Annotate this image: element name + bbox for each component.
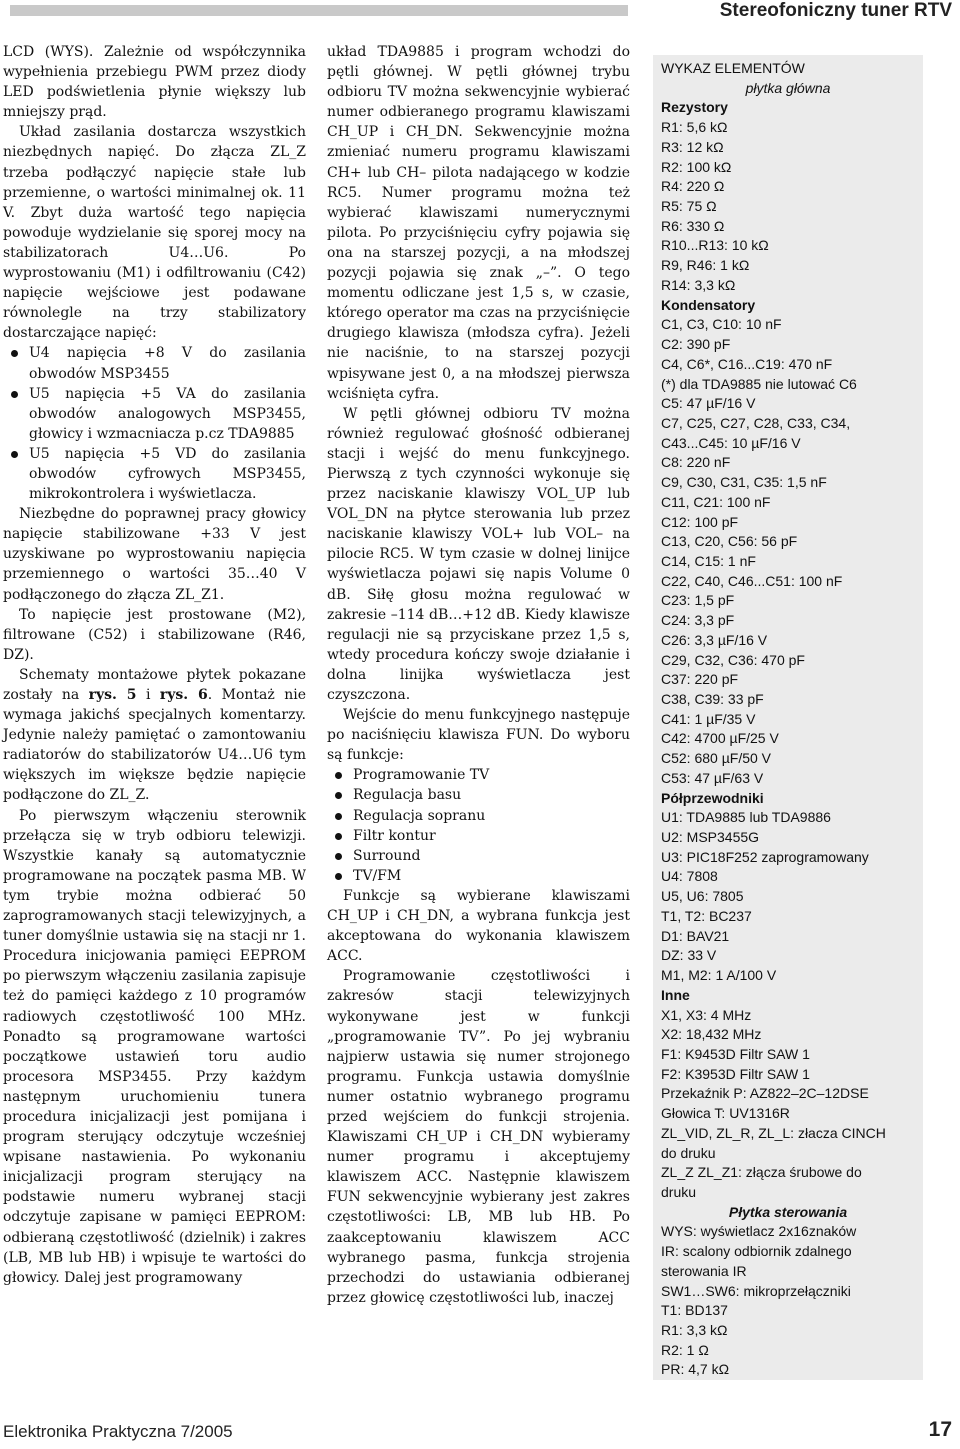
text-run: Schematy montażowe płytek pokazane zostały na [3,666,306,703]
paragraph: W pętli głównej odbioru TV można również regulować głośność odbieranej stacji i wejść do menu funkcyjnego. Pierwszą z tych czynności wykonuje się przez naciskanie klawiszy VOL_UP lub VOL_DN na płytce sterowania lub przez naciskanie klawiszy VOL+ lub VOL– na pilocie RC5. W tym czasie w dolnej linijce wyświetlacza pojawi się napis Volume 0 dB. Siłę głosu można regulować w zakresie –114 dB…+12 dB. Kiedy klawisze regulacji nie są przyciskane przez 1,5 s, wtedy procedura kończy swoje działanie i dolna linijka wyświetlacza jest czyszczona. [327,405,630,703]
parts-section-heading: Półprzewodniki [661,789,764,806]
running-header-title: Stereofoniczny tuner RTV [719,0,952,21]
parts-subheading: Płytka sterowania [728,1203,848,1220]
parts-list-item: C13, C20, C56: 56 pF [661,533,798,550]
page-number: 17 [928,1418,952,1441]
parts-list-item: DZ: 33 V [661,947,717,964]
parts-list-item: R2: 1 Ω [661,1341,709,1358]
parts-list-item: R10...R13: 10 kΩ [661,237,769,254]
parts-list-item: R5: 75 Ω [661,198,717,215]
parts-list-item: U3: PIC18F252 zaprogramowany [661,848,869,865]
parts-list-item: R6: 330 Ω [661,217,725,234]
parts-list-item: druku [661,1183,697,1200]
list-item: Regulacja basu [327,785,630,805]
bullet-list [327,765,630,886]
parts-list-item: PR: 4,7 kΩ [661,1361,730,1378]
parts-list-item: (*) dla TDA9885 nie lutować C6 [661,375,857,392]
parts-list-item: sterowania IR [661,1262,747,1279]
parts-list-item: C41: 1 µF/35 V [661,710,756,727]
list-item: Programowanie TV [327,765,630,785]
parts-list-item: C9, C30, C31, C35: 1,5 nF [661,474,827,491]
parts-section-heading: Kondensatory [661,296,756,313]
parts-list-item: X2: 18,432 MHz [661,1026,762,1043]
text-run: . Montaż nie wymaga jakichś specjalnych komentarzy. Jedynie należy pamiętać o zamontowaniu radiatorów do stabilizatorów U4…U6 tym większych im większe będzie napięcie podłączone do ZL_Z. [3,687,306,804]
header-bar [10,5,628,16]
parts-list-item: T1, T2: BC237 [661,907,752,924]
parts-list-item: C11, C21: 100 nF [661,493,771,510]
list-item: U5 napięcia +5 VA do zasilania obwodów analogowych MSP3455, głowicy i wzmacniacza p.cz TDA9885 [3,384,306,444]
paragraph: Funkcje są wybierane klawiszami CH_UP i CH_DN, a wybrana funkcja jest akceptowana do wykonania klawiszem ACC. [327,887,630,965]
parts-list-item: IR: scalony odbiornik zdalnego [661,1243,852,1260]
parts-section-heading: Rezystory [661,99,728,116]
parts-list-item: U1: TDA9885 lub TDA9886 [661,809,831,826]
paragraph [3,665,306,806]
parts-list-item: M1, M2: 1 A/100 V [661,967,777,984]
parts-list-item: U2: MSP3455G [661,829,760,846]
parts-list-item: C12: 100 pF [661,513,739,530]
parts-list-item: C14, C15: 1 nF [661,552,756,569]
parts-list-item: R3: 12 kΩ [661,138,724,155]
parts-list-item: C43...C45: 10 µF/16 V [661,434,801,451]
parts-list-item: Przekaźnik P: AZ822–2C–12DSE [661,1085,869,1102]
parts-list-item: ZL_VID, ZL_R, ZL_L: złacza CINCH [661,1124,886,1141]
parts-list-item: U5, U6: 7805 [661,888,744,905]
parts-list-item: D1: BAV21 [661,927,730,944]
parts-list-item: C5: 47 µF/16 V [661,395,756,412]
parts-list-item: C52: 680 µF/50 V [661,750,772,767]
footer-publication: Elektronika Praktyczna 7/2005 [3,1422,233,1441]
parts-list-item: F2: K3953D Filtr SAW 1 [661,1065,810,1082]
parts-list-box [653,55,923,1380]
list-item: U5 napięcia +5 VD do zasilania obwodów cyfrowych MSP3455, mikrokontrolera i wyświetlacza. [3,444,306,504]
parts-list-item: C7, C25, C27, C28, C33, C34, [661,414,851,431]
paragraph: układ TDA9885 i program wchodzi do pętli głównej. W pętli głównej trybu odbioru TV można sekwencyjnie wybierać numer odbieranego programu klawiszami CH_UP i CH_DN. Sekwencyjnie można zmieniać numeru programu klawiszami CH+ lub CH– pilota nadającego w kodzie RC5. Numer programu można też wybierać klawiszami numerycznymi pilota. Po przyciśnięciu cyfry pojawia się ona na starszej pozycji, a na młodszej pozycji pojawia się znak „–”. O tego momentu odliczane jest 1,5 s, w czasie, którego operator ma czas na przyciśnięcie drugiego klawisza (młodsza cyfra). Jeżeli nie naciśnie, to na starszej pozycji wpisywane jest 0, a na młodszej pierwsza wciśnięta cyfra. [327,44,630,402]
text-column-left [3,42,306,1288]
parts-list-item: C29, C32, C36: 470 pF [661,651,805,668]
paragraph: Wejście do menu funkcyjnego następuje po naciśnięciu klawisza FUN. Do wyboru są funkcje: [327,707,630,764]
parts-list-item: C24: 3,3 pF [661,612,735,629]
parts-list-item: C1, C3, C10: 10 nF [661,316,782,333]
parts-list-item: C37: 220 pF [661,671,739,688]
parts-list-item: Głowica T: UV1316R [661,1105,790,1122]
parts-list-item: C22, C40, C46...C51: 100 nF [661,572,843,589]
text-column-middle [327,42,630,1308]
paragraph: Niezbędne do poprawnej pracy głowicy napięcie stabilizowane +33 V jest uzyskiwane po wyprostowaniu napięcia przemiennego o wartości 35…40 V podłączonego do złącza ZL_Z1. [3,506,306,603]
parts-list-item: F1: K9453D Filtr SAW 1 [661,1045,810,1062]
list-item: Regulacja sopranu [327,806,630,826]
parts-list-item: C2: 390 pF [661,336,731,353]
figure-ref: rys. 6 [159,687,208,703]
parts-list-item: C4, C6*, C16...C19: 470 nF [661,355,833,372]
parts-list-title: WYKAZ ELEMENTÓW [661,60,805,76]
parts-list-item: R4: 220 Ω [661,178,725,195]
parts-list-item: WYS: wyświetlacz 2x16znaków [661,1223,857,1240]
parts-list-item: do druku [661,1144,716,1161]
list-item: U4 napięcia +8 V do zasilania obwodów MSP3455 [3,343,306,383]
parts-list-item: R2: 100 kΩ [661,158,732,175]
parts-list-lines [661,98,915,1380]
parts-list-item: C42: 4700 µF/25 V [661,730,779,747]
paragraph: LCD (WYS). Zależnie od współczynnika wypełnienia przebiegu PWM przez diody LED podświetlenia płynie większy lub mniejszy prąd. [3,44,306,121]
parts-section-heading: Inne [661,986,690,1003]
parts-list-item: SW1…SW6: mikroprzełączniki [661,1282,851,1299]
paragraph: Układ zasilania dostarcza wszystkich niezbędnych napięć. Do złącza ZL_Z trzeba podłączyć napięcie stałe lub przemienne, o wartości minimalnej ok. 11 V. Zbyt duża wartość tego napięcia powoduje wydzielanie się sporej mocy na stabilizatorach U4…U6. Po wyprostowaniu (M1) i odfiltrowaniu (C42) napięcie wejściowe jest podawane równolegle na trzy stabilizatory dostarczające napięć: [3,124,306,342]
paragraph: To napięcie jest prostowane (M2), filtrowane (C52) i stabilizowane (R46, DZ). [3,606,306,663]
paragraph: Programowanie częstotliwości i zakresów stacji telewizyjnych wykonywane jest w funkcji „programowanie TV”. Po jej wybraniu najpierw ustawia się numer strojonego programu. Funkcja ustawia domyślnie numer ostatnio wybranego programu przed wejściem do funkcji strojenia. Klawiszami CH_UP i CH_DN wybieramy numer programu i akceptujemy klawiszem ACC. Następnie klawiszem FUN sekwencyjnie wybierany jest zakres częstotliwości: LB, MB lub HB. Po zaakceptowaniu klawiszem ACC wybranego pasma, funkcja strojenia przechodzi do ustawiania odbieranej przez głowicę częstotliwości lub, inaczej [327,968,630,1306]
list-item: TV/FM [327,866,630,886]
list-item: Surround [327,846,630,866]
parts-list-item: C23: 1,5 pF [661,592,735,609]
bullet-list [3,343,306,504]
text-run: i [136,687,160,703]
paragraph: Po pierwszym włączeniu sterownik przełącza się w tryb odbioru telewizji. Wszystkie kanały są automatycznie programowane na początek pasma MB. W tym trybie można odbierać 50 zaprogramowanych stacji telewizyjnych, a tuner domyślnie ustawia się na stacji nr 1. Procedura inicjowania pamięci EEPROM po pierwszym włączeniu zasilania zapisuje też do pamięci każdego z 10 programów radiowych częstotliwość 100 MHz. Ponadto są programowane wartości początkowe ustawień toru audio procesora MSP3455. Przy każdym następnym uruchomieniu tunera procedura inicjalizacji jest pomijana i program sterujący odczytuje wcześniej wpisane nastawienia. Po wykonaniu inicjalizacji program sterujący na podstawie numeru wybranej stacji odczytuje zapisane w pamięci EEPROM: odbieraną częstotliwość (dzielnik) i zakres (LB, MB lub HB) i wpisuje te wartości do głowicy. Dalej jest programowany [3,807,306,1286]
parts-list-item: T1: BD137 [661,1302,728,1319]
parts-list-item: C8: 220 nF [661,454,731,471]
parts-list-item: ZL_Z ZL_Z1: złącza śrubowe do [661,1164,862,1181]
list-item: Filtr kontur [327,826,630,846]
parts-list-item: R14: 3,3 kΩ [661,276,736,293]
parts-list-item: R1: 3,3 kΩ [661,1322,728,1338]
parts-list-item: U4: 7808 [661,868,718,885]
parts-list-item: R9, R46: 1 kΩ [661,257,750,274]
parts-list-item: R1: 5,6 kΩ [661,119,728,136]
parts-list-item: C53: 47 µF/63 V [661,769,764,786]
parts-list-subtitle: płytka główna [745,79,831,96]
parts-list-item: C38, C39: 33 pF [661,691,764,707]
parts-list-item: X1, X3: 4 MHz [661,1006,752,1023]
parts-list-item: C26: 3,3 µF/16 V [661,631,768,648]
figure-ref: rys. 5 [88,687,137,703]
